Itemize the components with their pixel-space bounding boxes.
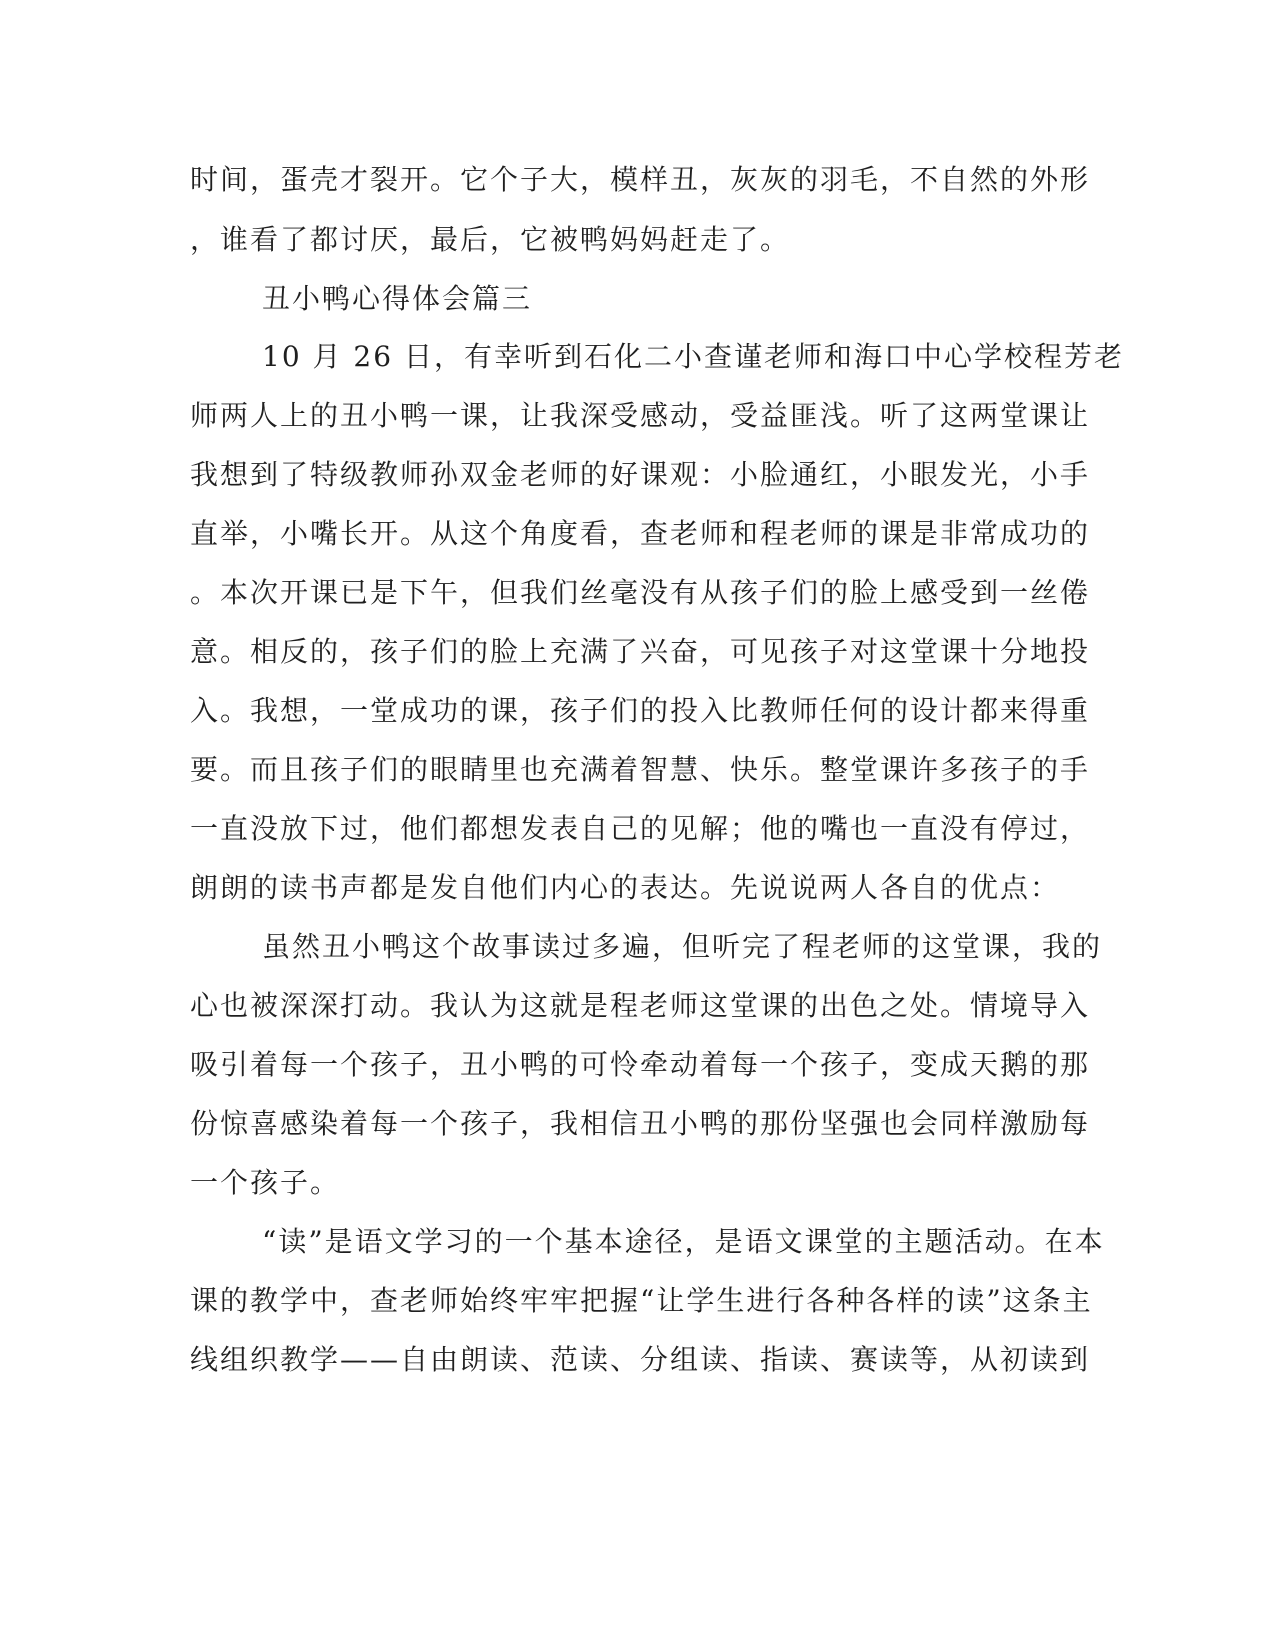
text-line: “读”是语文学习的一个基本途径，是语文课堂的主题活动。在本 — [262, 1225, 1105, 1258]
text-line: 朗朗的读书声都是发自他们内心的表达。先说说两人各自的优点： — [190, 871, 1061, 904]
text-line: 一个孩子。 — [190, 1166, 341, 1199]
text-line: 我想到了特级教师孙双金老师的好课观：小脸通红，小眼发光，小手 — [190, 458, 1091, 491]
text-line: 。本次开课已是下午，但我们丝毫没有从孩子们的脸上感受到一丝倦 — [190, 576, 1091, 609]
text-line: 心也被深深打动。我认为这就是程老师这堂课的出色之处。情境导入 — [190, 989, 1091, 1022]
section-heading: 丑小鸭心得体会篇三 — [262, 282, 533, 315]
text-line: 课的教学中，查老师始终牢牢把握“让学生进行各种各样的读”这条主 — [190, 1284, 1093, 1317]
text-line: ，谁看了都讨厌，最后，它被鸭妈妈赶走了。 — [190, 223, 791, 256]
text-line: 要。而且孩子们的眼睛里也充满着智慧、快乐。整堂课许多孩子的手 — [190, 753, 1091, 786]
text-line: 线组织教学——自由朗读、范读、分组读、指读、赛读等，从初读到 — [190, 1343, 1091, 1376]
text-line: 直举，小嘴长开。从这个角度看，查老师和程老师的课是非常成功的 — [190, 517, 1091, 550]
text-line: 时间，蛋壳才裂开。它个子大，模样丑，灰灰的羽毛，不自然的外形 — [190, 163, 1091, 196]
text-line: 师两人上的丑小鸭一课，让我深受感动，受益匪浅。听了这两堂课让 — [190, 399, 1091, 432]
text-line: 意。相反的，孩子们的脸上充满了兴奋，可见孩子对这堂课十分地投 — [190, 635, 1091, 668]
text-line: 10 月 26 日，有幸听到石化二小查谨老师和海口中心学校程芳老 — [262, 340, 1124, 373]
text-line: 一直没放下过，他们都想发表自己的见解；他的嘴也一直没有停过， — [190, 812, 1091, 845]
text-line: 入。我想，一堂成功的课，孩子们的投入比教师任何的设计都来得重 — [190, 694, 1091, 727]
text-line: 虽然丑小鸭这个故事读过多遍，但听完了程老师的这堂课，我的 — [262, 930, 1103, 963]
text-line: 份惊喜感染着每一个孩子，我相信丑小鸭的那份坚强也会同样激励每 — [190, 1107, 1091, 1140]
text-line: 吸引着每一个孩子，丑小鸭的可怜牵动着每一个孩子，变成天鹅的那 — [190, 1048, 1091, 1081]
